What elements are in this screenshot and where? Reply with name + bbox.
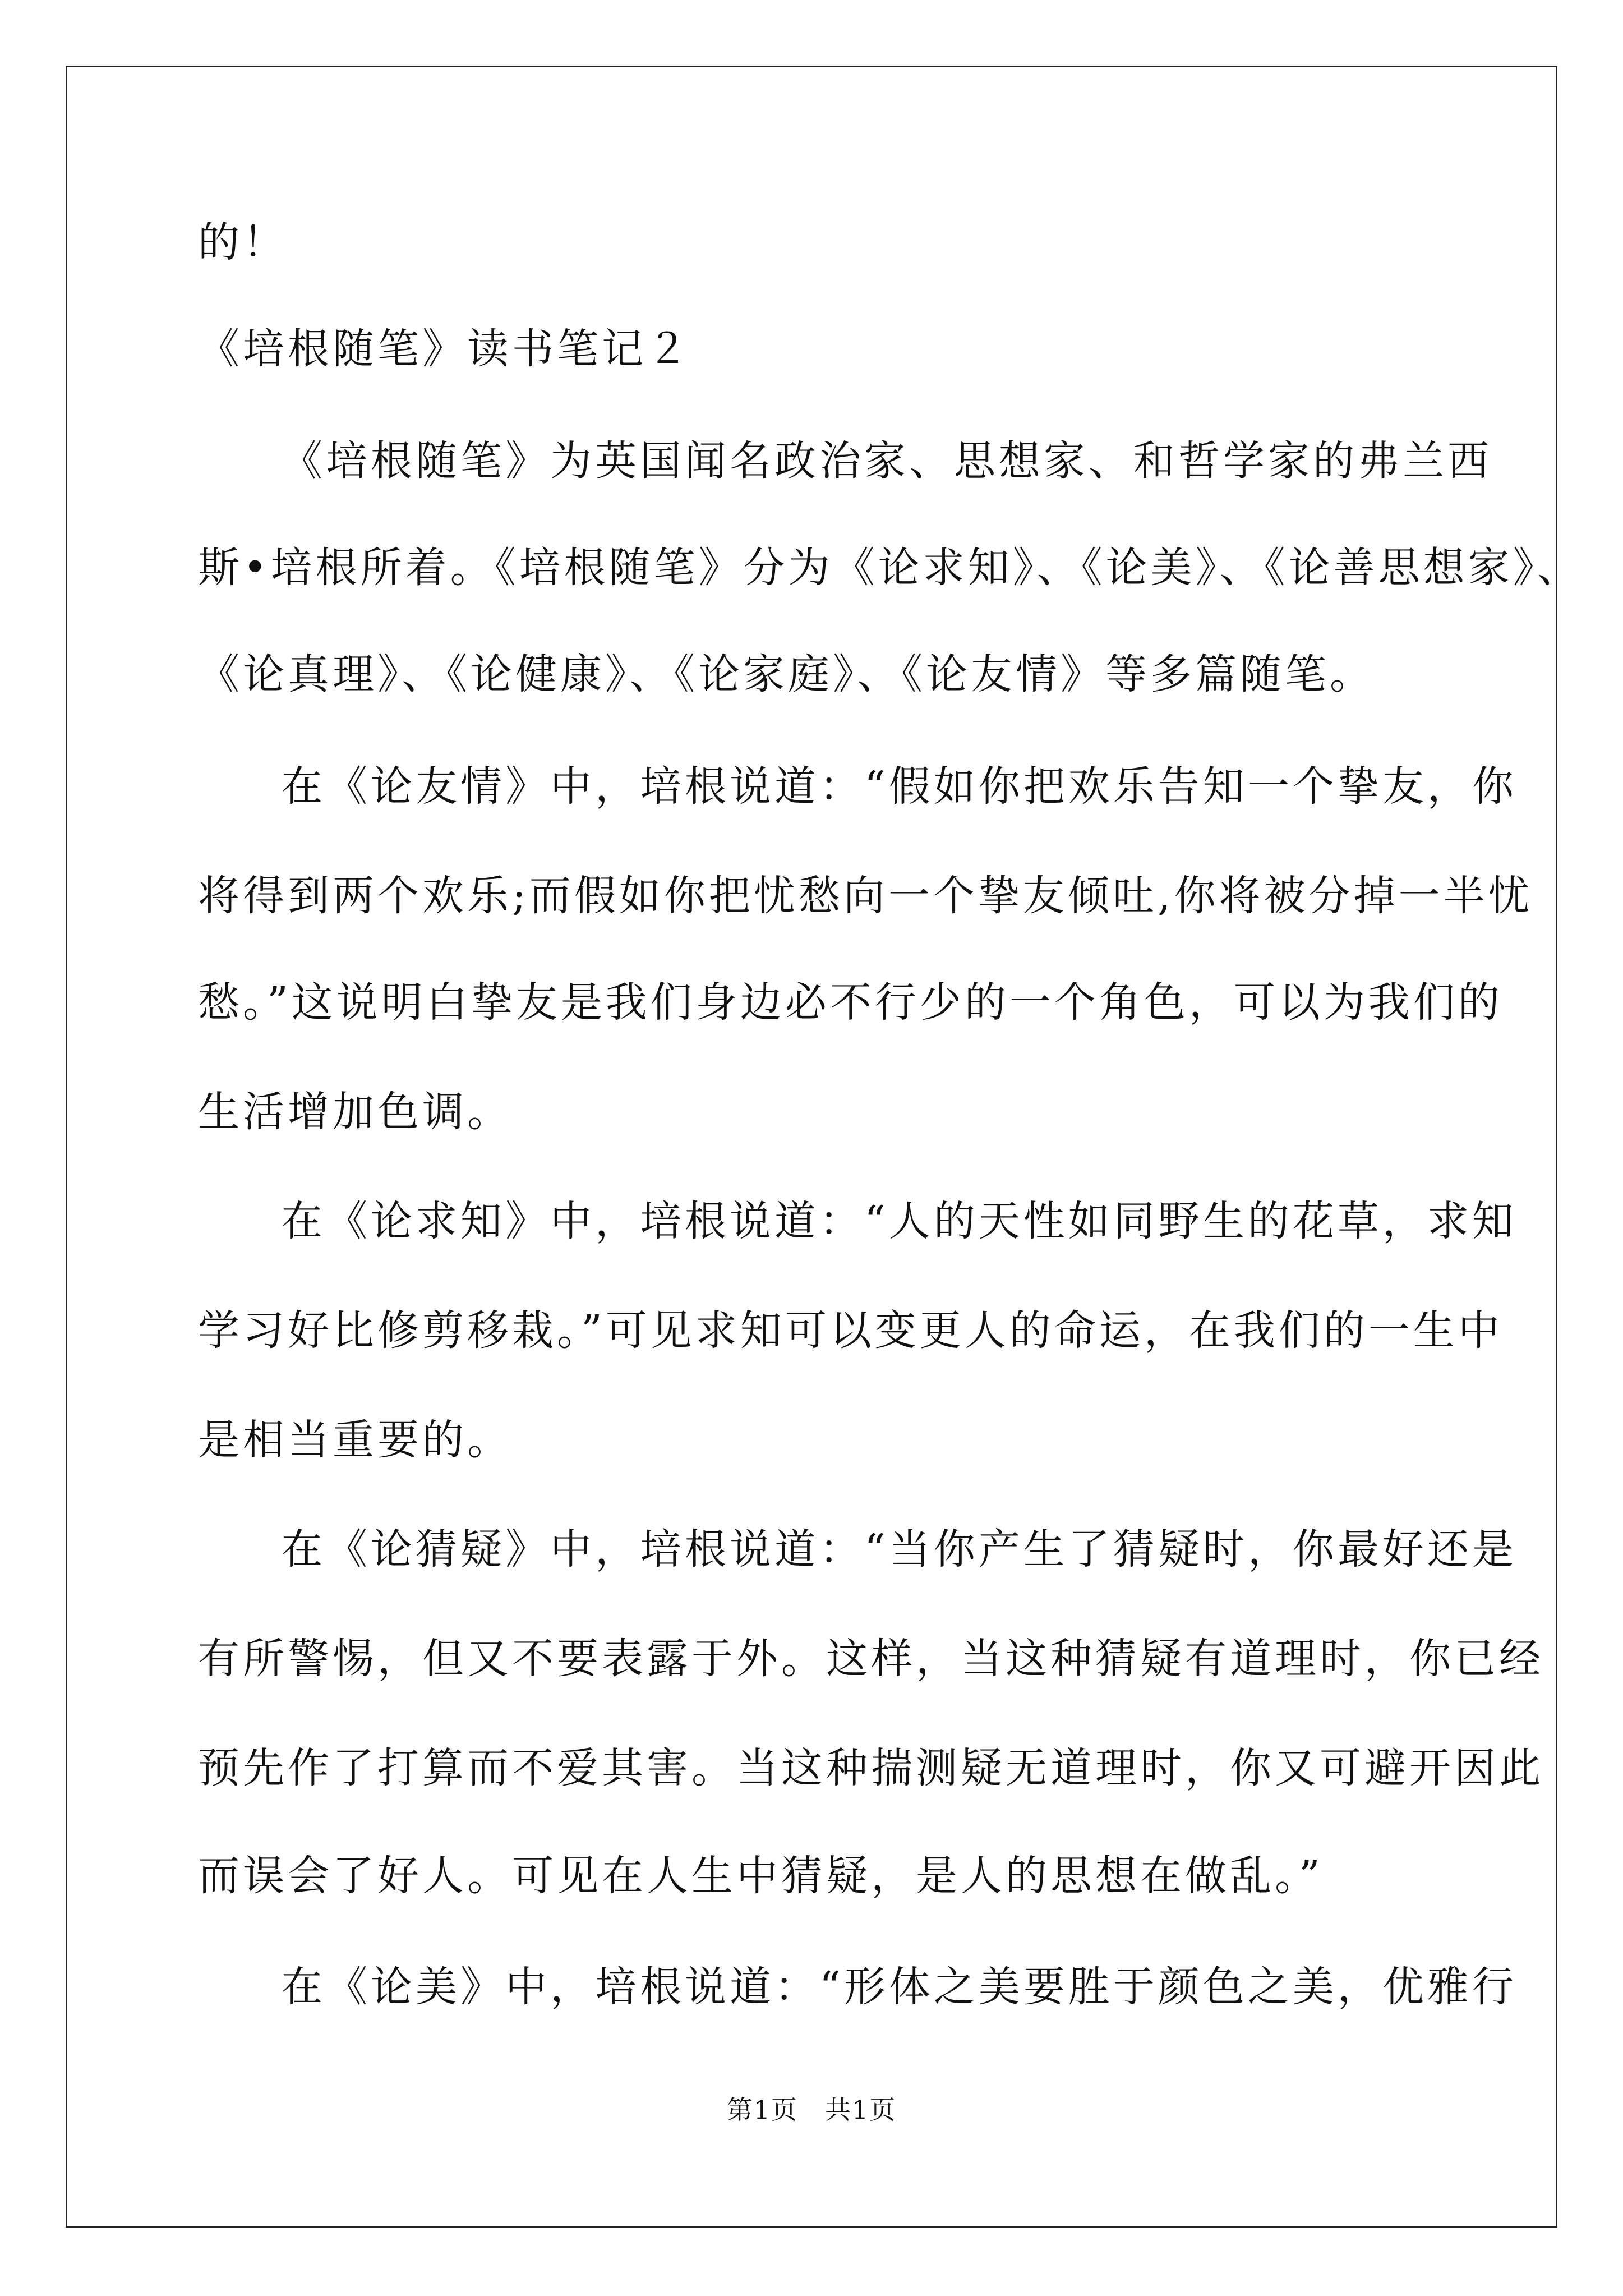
paragraph-line: 有所警惕，但又不要表露于外。这样，当这种猜疑有道理时，你已经 xyxy=(198,1635,1544,1683)
paragraph-line: 在《论友情》中，培根说道：“假如你把欢乐告知一个挚友，你 xyxy=(281,762,1517,811)
text-line: 的！ xyxy=(198,218,288,266)
paragraph-line: 学习好比修剪移栽。”可见求知可以变更人的命运，在我们的一生中 xyxy=(198,1306,1503,1355)
paragraph-line: 《培根随笔》为英国闻名政治家、思想家、和哲学家的弗兰西 xyxy=(281,437,1492,485)
paragraph-line: 在《论求知》中，培根说道：“人的天性如同野生的花草，求知 xyxy=(281,1197,1517,1245)
paragraph-line: 在《论猜疑》中，培根说道：“当你产生了猜疑时，你最好还是 xyxy=(281,1525,1517,1573)
paragraph-line: 而误会了好人。可见在人生中猜疑，是人的思想在做乱。” xyxy=(198,1852,1324,1900)
page-border xyxy=(66,66,1557,2228)
page-number-footer: 第1页 共1页 xyxy=(726,2095,897,2125)
section-heading: 《培根随笔》读书笔记２ xyxy=(198,325,691,373)
paragraph-line: 是相当重要的。 xyxy=(198,1416,512,1464)
paragraph-line: 将得到两个欢乐;而假如你把忧愁向一个挚友倾吐,你将被分掉一半忧 xyxy=(198,872,1533,920)
paragraph-line: 斯•培根所着。《培根随笔》分为《论求知》、《论美》、《论善思想家》、 xyxy=(198,544,1582,592)
paragraph-line: 生活增加色调。 xyxy=(198,1088,512,1136)
paragraph-line: 《论真理》、《论健康》、《论家庭》、《论友情》等多篇随笔。 xyxy=(198,650,1375,698)
paragraph-line: 预先作了打算而不爱其害。当这种揣测疑无道理时，你又可避开因此 xyxy=(198,1744,1544,1792)
paragraph-line: 愁。”这说明白挚友是我们身边必不行少的一个角色，可以为我们的 xyxy=(198,978,1503,1027)
paragraph-line: 在《论美》中，培根说道：“形体之美要胜于颜色之美，优雅行 xyxy=(281,1963,1517,2011)
